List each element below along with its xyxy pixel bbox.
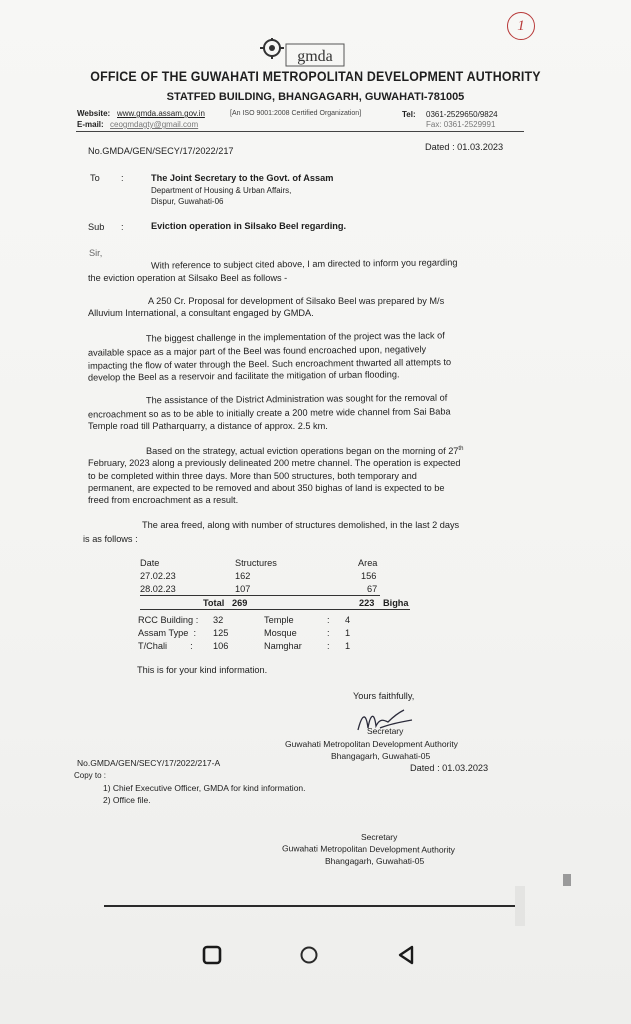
table-row-1-date: 27.02.23	[140, 571, 176, 581]
table-total-area: 223	[359, 598, 375, 608]
para4-line1: The assistance of the District Administration was sought for the removal of	[145, 392, 448, 406]
copy-to-label: Copy to :	[74, 771, 107, 780]
to-label: To	[90, 173, 100, 183]
table-bottom-rule	[140, 609, 410, 610]
para1-line2: the eviction operation at Silsako Beel as follows -	[88, 273, 288, 283]
email-label: E-mail:	[77, 120, 104, 129]
addressee-dept: Department of Housing & Urban Affairs,	[151, 186, 292, 195]
signatory-title: Secretary	[367, 726, 404, 736]
addressee-place: Dispur, Guwahati-06	[151, 197, 224, 206]
table-row-1-structures: 162	[235, 571, 251, 581]
table-header-date: Date	[140, 558, 160, 568]
gmda-logo	[258, 38, 348, 70]
para6-line2: is as follows :	[83, 534, 138, 544]
breakdown-temple-label: Temple	[264, 615, 294, 625]
breakdown-namghar-sep: :	[327, 641, 330, 651]
para5-line4: permanent, are expected to be removed and about 350 bighas of land is expected to be	[88, 483, 445, 493]
breakdown-namghar-label: Namghar	[264, 641, 302, 651]
breakdown-namghar-count: 1	[345, 641, 351, 651]
para5-line1: Based on the strategy, actual eviction operations began on the morning of 27th	[146, 446, 464, 457]
copy-signatory-org: Guwahati Metropolitan Development Authority	[281, 843, 455, 855]
breakdown-mosque-count: 1	[345, 628, 351, 638]
closing: Yours faithfully,	[353, 691, 415, 701]
para4-line3: Temple road till Patharquarry, a distance of approx. 2.5 km.	[88, 421, 328, 431]
page-bottom-edge	[104, 905, 524, 907]
kind-information: This is for your kind information.	[137, 665, 268, 675]
square-icon[interactable]	[201, 944, 223, 966]
breakdown-rcc-count: 32	[213, 615, 224, 625]
breakdown-mosque-sep: :	[327, 628, 330, 638]
sub-separator: :	[121, 222, 124, 232]
breakdown-tchali-count: 106	[213, 641, 229, 651]
page-edge-mark	[563, 874, 571, 886]
table-total-structures: 269	[232, 598, 248, 608]
table-row-2-date: 28.02.23	[140, 584, 176, 594]
letter-date: Dated : 01.03.2023	[425, 142, 504, 152]
salutation: Sir,	[89, 248, 103, 258]
breakdown-temple-sep: :	[327, 615, 330, 625]
subject-line: Eviction operation in Silsako Beel regarding.	[151, 221, 347, 231]
page-number-marker: 1	[507, 12, 535, 40]
signatory-org: Guwahati Metropolitan Development Authority	[285, 739, 458, 749]
website-label: Website:	[77, 109, 111, 118]
tel-value: 0361-2529650/9824	[426, 110, 498, 119]
reference-number: No.GMDA/GEN/SECY/17/2022/217	[88, 146, 234, 156]
triangle-back-icon[interactable]	[395, 944, 417, 966]
breakdown-rcc-label: RCC Building :	[138, 615, 199, 625]
para6-line1: The area freed, along with number of structures demolished, in the last 2 days	[142, 520, 460, 530]
iso-note: [An ISO 9001:2008 Certified Organization]	[230, 110, 362, 117]
office-title: OFFICE OF THE GUWAHATI METROPOLITAN DEVELOPMENT AUTHORITY	[90, 69, 541, 84]
breakdown-temple-count: 4	[345, 615, 351, 625]
fax-value: Fax: 0361-2529991	[426, 120, 496, 129]
para3-line4: develop the Beel as a reservoir and facilitate the mitigation of urban flooding.	[87, 369, 400, 383]
signatory-place: Bhangagarh, Guwahati-05	[331, 751, 431, 761]
table-sum-rule	[140, 595, 380, 596]
table-header-area: Area	[358, 558, 378, 568]
tel-label: Tel:	[402, 110, 416, 119]
table-row-2-area: 67	[367, 584, 378, 594]
table-total-label: Total	[203, 598, 225, 608]
copy-date: Dated : 01.03.2023	[410, 763, 489, 773]
breakdown-tchali-label: T/Chali :	[138, 641, 193, 651]
breakdown-assam-count: 125	[213, 628, 229, 638]
para3-line1: The biggest challenge in the implementation of the project was the lack of	[145, 330, 445, 344]
para1-line1: With reference to subject cited above, I am directed to inform you regarding	[150, 257, 458, 271]
para4-line2: encroachment so as to be able to initially create a 200 metre wide channel from Sai Baba	[87, 406, 451, 420]
table-row-2-structures: 107	[235, 584, 251, 594]
para2-line1: A 250 Cr. Proposal for development of Silsako Beel was prepared by M/s	[148, 296, 445, 306]
breakdown-assam-label: Assam Type :	[138, 628, 197, 638]
copy-reference-number: No.GMDA/GEN/SECY/17/2022/217-A	[77, 758, 221, 768]
breakdown-mosque-label: Mosque	[264, 628, 297, 638]
para5-line2: February, 2023 along a previously delineated 200 metre channel. The operation is expected	[88, 458, 461, 468]
copy-item-2: 2) Office file.	[103, 795, 151, 805]
copy-item-1: 1) Chief Executive Officer, GMDA for kind information.	[103, 783, 306, 793]
table-header-structures: Structures	[235, 558, 277, 568]
addressee-title: The Joint Secretary to the Govt. of Assam	[151, 173, 334, 183]
page-edge-shadow	[515, 886, 525, 926]
website-link[interactable]: www.gmda.assam.gov.in	[117, 109, 205, 118]
email-link[interactable]: ceogmdagty@gmail.com	[110, 120, 199, 129]
to-separator: :	[121, 173, 124, 183]
para3-line2: available space as a major part of the Beel was found encroached upon, negatively	[87, 344, 427, 358]
svg-text:gmda: gmda	[297, 48, 333, 65]
header-rule	[76, 131, 524, 132]
para5-line3: to be completed within three days. More than 500 structures, both temporary and	[88, 471, 417, 481]
para5-line5: freed from encroachment as a result.	[88, 495, 239, 505]
circle-icon[interactable]	[298, 944, 320, 966]
copy-signatory-title: Secretary	[361, 832, 398, 842]
sub-label: Sub	[88, 222, 105, 232]
table-total-unit: Bigha	[383, 598, 409, 608]
copy-signatory-place: Bhangagarh, Guwahati-05	[325, 856, 425, 866]
para2-line2: Alluvium International, a consultant engaged by GMDA.	[88, 308, 314, 318]
table-row-1-area: 156	[361, 571, 377, 581]
navigation-bar	[0, 936, 631, 976]
office-address: STATFED BUILDING, BHANGAGARH, GUWAHATI-781005	[166, 91, 465, 103]
para3-line3: impacting the flow of water through the Beel. Such encroachment thwarted all attempts to	[87, 357, 452, 371]
